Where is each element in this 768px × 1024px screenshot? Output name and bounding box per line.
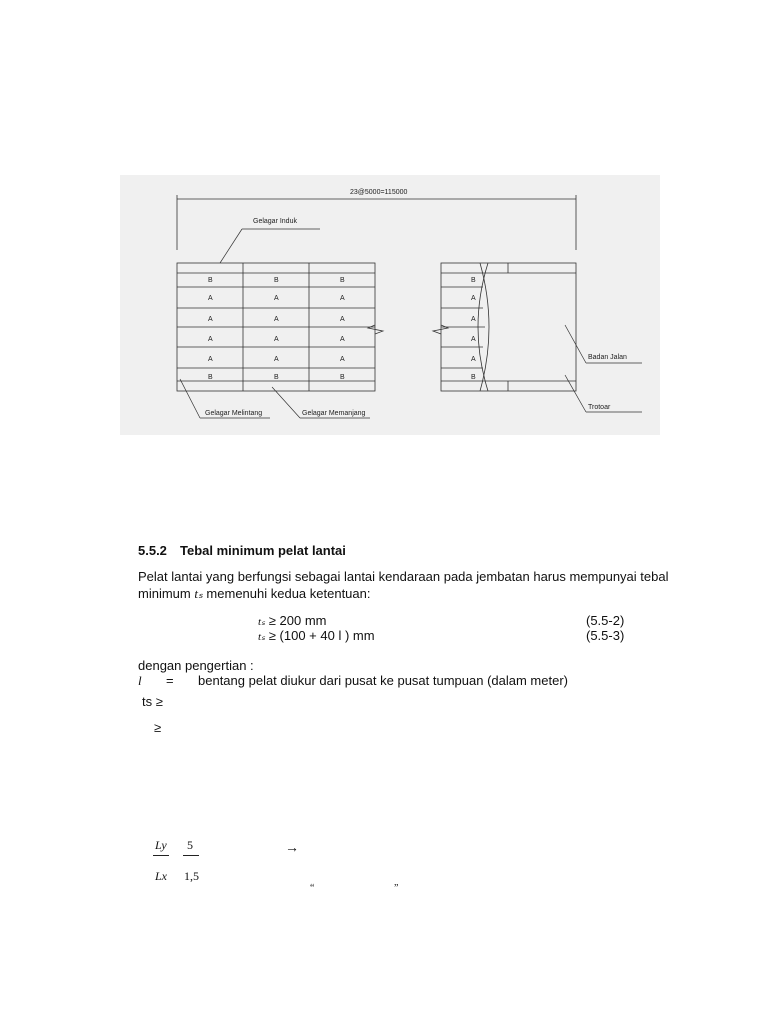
definition-equals: =	[166, 673, 174, 688]
section-title: Tebal minimum pelat lantai	[180, 543, 346, 558]
note-ts-ge: ts ≥	[142, 694, 163, 709]
fraction-five: 5	[187, 838, 193, 852]
break-mark-right	[433, 325, 448, 334]
panel-letter: A	[340, 295, 345, 302]
definition-text: bentang pelat diukur dari pusat ke pusat tumpuan (dalam meter)	[198, 673, 568, 688]
section-number: 5.5.2	[138, 543, 167, 558]
panel-letter: A	[471, 336, 476, 343]
label-gelagar-melintang: Gelagar Melintang	[205, 410, 263, 417]
definition-variable: l	[138, 673, 142, 688]
floor-plan-figure	[120, 175, 660, 435]
panel-letter: B	[208, 277, 213, 284]
panel-letter: A	[471, 356, 476, 363]
panel-letter: B	[471, 277, 476, 284]
panel-letter: A	[274, 336, 279, 343]
definition-line	[138, 673, 698, 689]
equation-5-5-3: tₛ ≥ (100 + 40 l ) mm	[258, 628, 375, 643]
paragraph-line-1: Pelat lantai yang berfungsi sebagai lantai kendaraan pada jembatan harus mempunyai tebal	[138, 569, 669, 584]
label-gelagar-memanjang: Gelagar Memanjang	[302, 410, 366, 417]
equation-label-5-5-2: (5.5-2)	[586, 613, 625, 628]
fraction-bar-1	[153, 855, 169, 856]
definition-intro: dengan pengertian :	[138, 658, 254, 673]
arrow-icon: →	[285, 841, 299, 856]
panel-letter: B	[274, 374, 279, 381]
quote-open: “	[310, 883, 315, 894]
panel-letter: A	[340, 316, 345, 323]
panel-letter: A	[274, 316, 279, 323]
fraction-one-five: 1,5	[184, 869, 199, 883]
panel-letter: A	[208, 295, 213, 302]
panel-letter: A	[340, 356, 345, 363]
panel-letter: B	[340, 277, 345, 284]
fraction-lx: Lx	[155, 869, 167, 883]
fraction-ly: Ly	[155, 838, 167, 852]
panel-letter: A	[340, 336, 345, 343]
label-gelagar-induk: Gelagar Induk	[253, 218, 297, 225]
panel-letter: A	[208, 356, 213, 363]
break-mark-left	[368, 325, 383, 334]
panel-letter: A	[208, 316, 213, 323]
quote-close: ”	[394, 883, 399, 894]
ts-variable: tₛ	[194, 586, 203, 601]
note-ge: ≥	[154, 720, 162, 735]
panel-letter: A	[208, 336, 213, 343]
panel-letter: A	[471, 295, 476, 302]
label-trotoar: Trotoar	[588, 404, 611, 411]
panel-letter: B	[274, 277, 279, 284]
panel-letter: B	[471, 374, 476, 381]
panel-letter: A	[471, 316, 476, 323]
row-letters	[208, 277, 476, 381]
panel-letter: A	[274, 356, 279, 363]
fraction-bar-2	[183, 855, 199, 856]
panel-letter: A	[274, 295, 279, 302]
dimension-label: 23@5000=115000	[350, 189, 408, 196]
panel-letter: B	[208, 374, 213, 381]
paragraph-line-2: minimum tₛ memenuhi kedua ketentuan:	[138, 586, 371, 601]
panel-letter: B	[340, 374, 345, 381]
section-heading	[138, 543, 346, 558]
equation-5-5-2: tₛ ≥ 200 mm	[258, 613, 327, 628]
label-badan-jalan: Badan Jalan	[588, 354, 627, 361]
equation-label-5-5-3: (5.5-3)	[586, 628, 625, 643]
section-paragraph	[138, 568, 698, 602]
floor-plan-drawing	[120, 175, 660, 435]
